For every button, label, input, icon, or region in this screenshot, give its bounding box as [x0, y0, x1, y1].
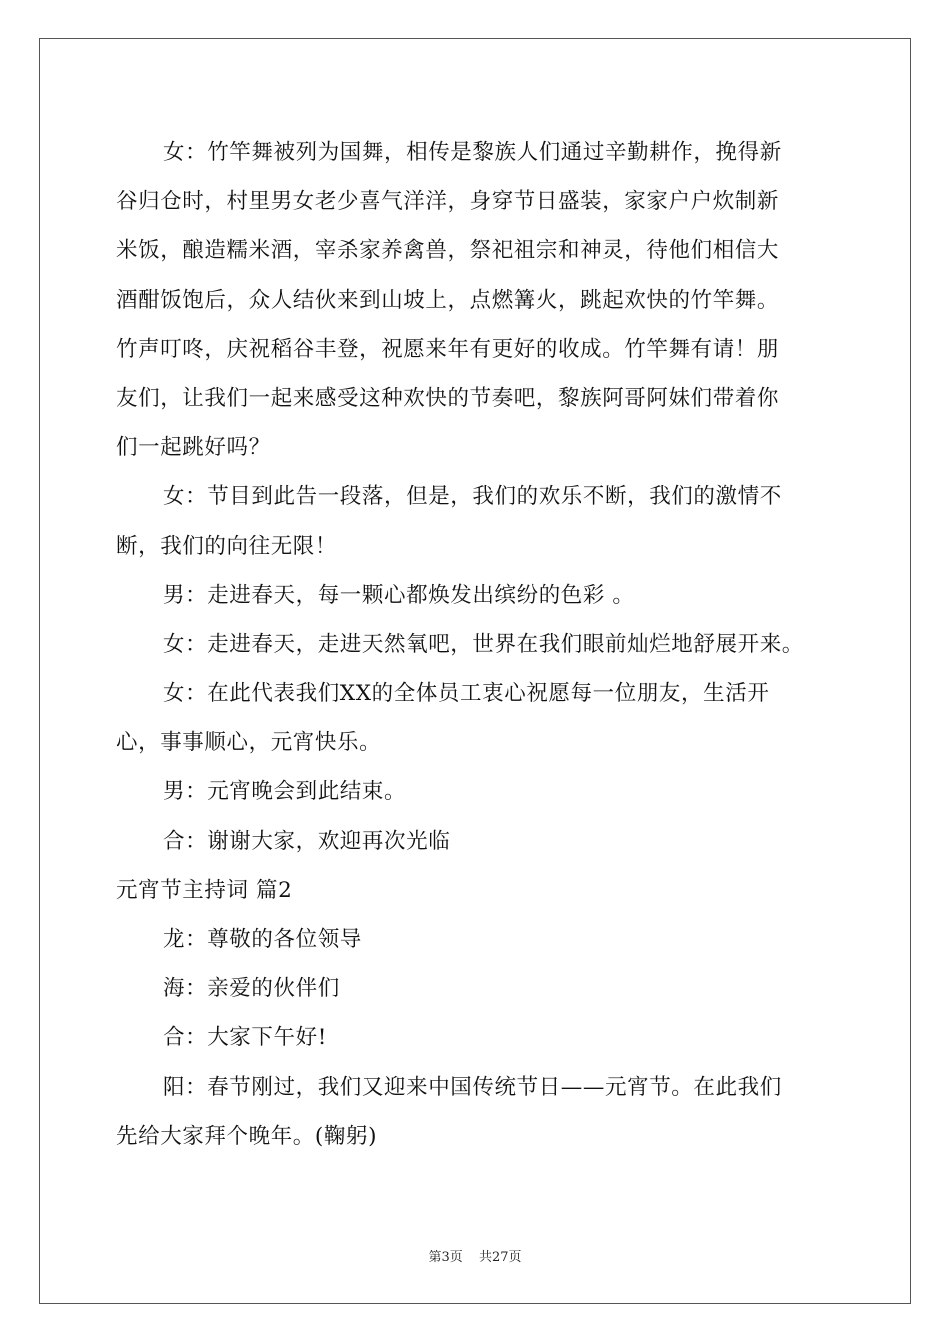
- text-line: 合：谢谢大家，欢迎再次光临: [163, 828, 451, 854]
- document-body: [116, 128, 838, 1161]
- text-line: 男：元宵晚会到此结束。: [163, 779, 407, 805]
- text-line: 心，事事顺心，元宵快乐。: [116, 730, 382, 756]
- text-line: 友们，让我们一起来感受这种欢快的节奏吧，黎族阿哥阿妹们带着你: [116, 385, 780, 411]
- text-line: 们一起跳好吗？: [116, 435, 271, 461]
- text-line: 先给大家拜个晚年。(鞠躬): [116, 1123, 378, 1149]
- text-line: 女：走进春天，走进天然氧吧，世界在我们眼前灿烂地舒展开来。: [163, 631, 804, 657]
- text-line: 断，我们的向往无限！: [116, 533, 338, 559]
- text-line: 女：竹竿舞被列为国舞，相传是黎族人们通过辛勤耕作，挽得新: [163, 140, 782, 165]
- text-line: 竹声叮咚，庆祝稻谷丰登，祝愿来年有更好的收成。竹竿舞有请！朋: [116, 336, 780, 362]
- text-line: 龙：尊敬的各位领导: [163, 927, 362, 952]
- text-line: 合：大家下午好!: [163, 1025, 327, 1051]
- text-line: 海：亲爱的伙伴们: [163, 976, 340, 1002]
- text-line: 女：在此代表我们XX的全体员工衷心祝愿每一位朋友，生活开: [163, 681, 770, 707]
- text-line: 女：节目到此告一段落，但是，我们的欢乐不断，我们的激情不: [163, 484, 782, 510]
- page-number: 第3页: [428, 1250, 463, 1265]
- text-line: 酒酣饭饱后，众人结伙来到山坡上，点燃篝火，跳起欢快的竹竿舞。: [116, 287, 780, 313]
- text-line: 谷归仓时，村里男女老少喜气洋洋，身穿节日盛装，家家户户炊制新: [116, 189, 780, 215]
- text-line: 米饭，酿造糯米酒，宰杀家养禽兽，祭祀祖宗和神灵，待他们相信大: [116, 238, 780, 264]
- text-line: 男：走进春天，每一颗心都焕发出缤纷的色彩 。: [163, 582, 635, 608]
- text-line: 元宵节主持词 篇2: [116, 877, 293, 903]
- total-pages: 共27页: [478, 1250, 522, 1265]
- page-footer: [0, 1246, 950, 1265]
- text-line: 阳：春节刚过，我们又迎来中国传统节日——元宵节。在此我们: [163, 1074, 782, 1100]
